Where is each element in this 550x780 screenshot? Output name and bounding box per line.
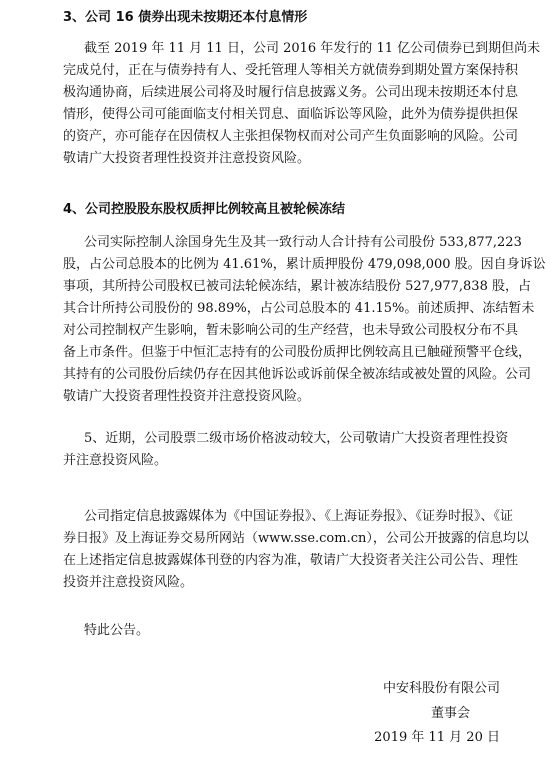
signature-company: 中安科股份有限公司: [382, 681, 500, 696]
media-line: 在上述指定信息披露媒体刊登的内容为准，敬请广大投资者关注公司公告、理性: [63, 553, 519, 568]
signature-board: 董事会: [430, 706, 470, 721]
section-4-line: 其持有的公司股份后续仍存在因其他诉讼或诉前保全被冻结或被处置的风险。公司: [63, 367, 532, 382]
section-3-line: 的资产，亦可能存在因债权人主张担保物权而对公司产生负面影响的风险。公司: [63, 129, 519, 144]
section-4-line: 其合计所持公司股份的 98.89%，占公司总股本的 41.15%。前述质押、冻结暂未: [63, 301, 535, 316]
media-line: 券日报》及上海证券交易所网站（www.sse.com.cn），公司公开披露的信息均以: [63, 531, 529, 546]
section-4-line: 敬请广大投资者理性投资并注意投资风险。: [63, 389, 311, 404]
media-line: 公司指定信息披露媒体为《中国证券报》、《上海证券报》、《证券时报》、《证: [84, 509, 514, 524]
section-3-line: 敬请广大投资者理性投资并注意投资风险。: [63, 151, 311, 166]
section-3-line: 极沟通协商，后续进展公司将及时履行信息披露义务。公司出现未按期还本付息: [63, 85, 519, 100]
signature-date: 2019 年 11 月 20 日: [374, 730, 500, 745]
section-4-heading: 4、公司控股股东股权质押比例较高且被轮候冻结: [63, 202, 346, 217]
section-3-line: 截至 2019 年 11 月 11 日，公司 2016 年发行的 11 亿公司债券已到期但尚未: [84, 41, 541, 56]
closing-text: 特此公告。: [84, 623, 150, 638]
media-line: 投资并注意投资风险。: [63, 575, 194, 590]
section-4-line: 备上市条件。但鉴于中恒汇志持有的公司股份质押比例较高且已触碰预警平仓线，: [63, 345, 532, 360]
section-4-line: 事项，其所持公司股权已被司法轮候冻结，累计被冻结股份 527,977,838 股，占: [63, 279, 531, 294]
section-4-line: 公司实际控制人涂国身先生及其一致行动人合计持有公司股份 533,877,223: [84, 235, 522, 250]
section-4-line: 股，占公司总股本的比例为 41.61%，累计质押股份 479,098,000 股。因自身诉讼: [63, 257, 546, 272]
section-3-heading: 3、公司 16 债券出现未按期还本付息情形: [63, 10, 308, 25]
section-3-line: 情形，使得公司可能面临支付相关罚息、面临诉讼等风险，此外为债券提供担保: [63, 107, 519, 122]
section-3-line: 完成兑付，正在与债券持有人、受托管理人等相关方就债券到期处置方案保持积: [63, 63, 519, 78]
section-5-line: 5、近期，公司股票二级市场价格波动较大，公司敬请广大投资者理性投资: [84, 431, 509, 446]
section-4-line: 对公司控制权产生影响，暂未影响公司的生产经营，也未导致公司股权分布不具: [63, 323, 519, 338]
section-5-line: 并注意投资风险。: [63, 453, 168, 468]
